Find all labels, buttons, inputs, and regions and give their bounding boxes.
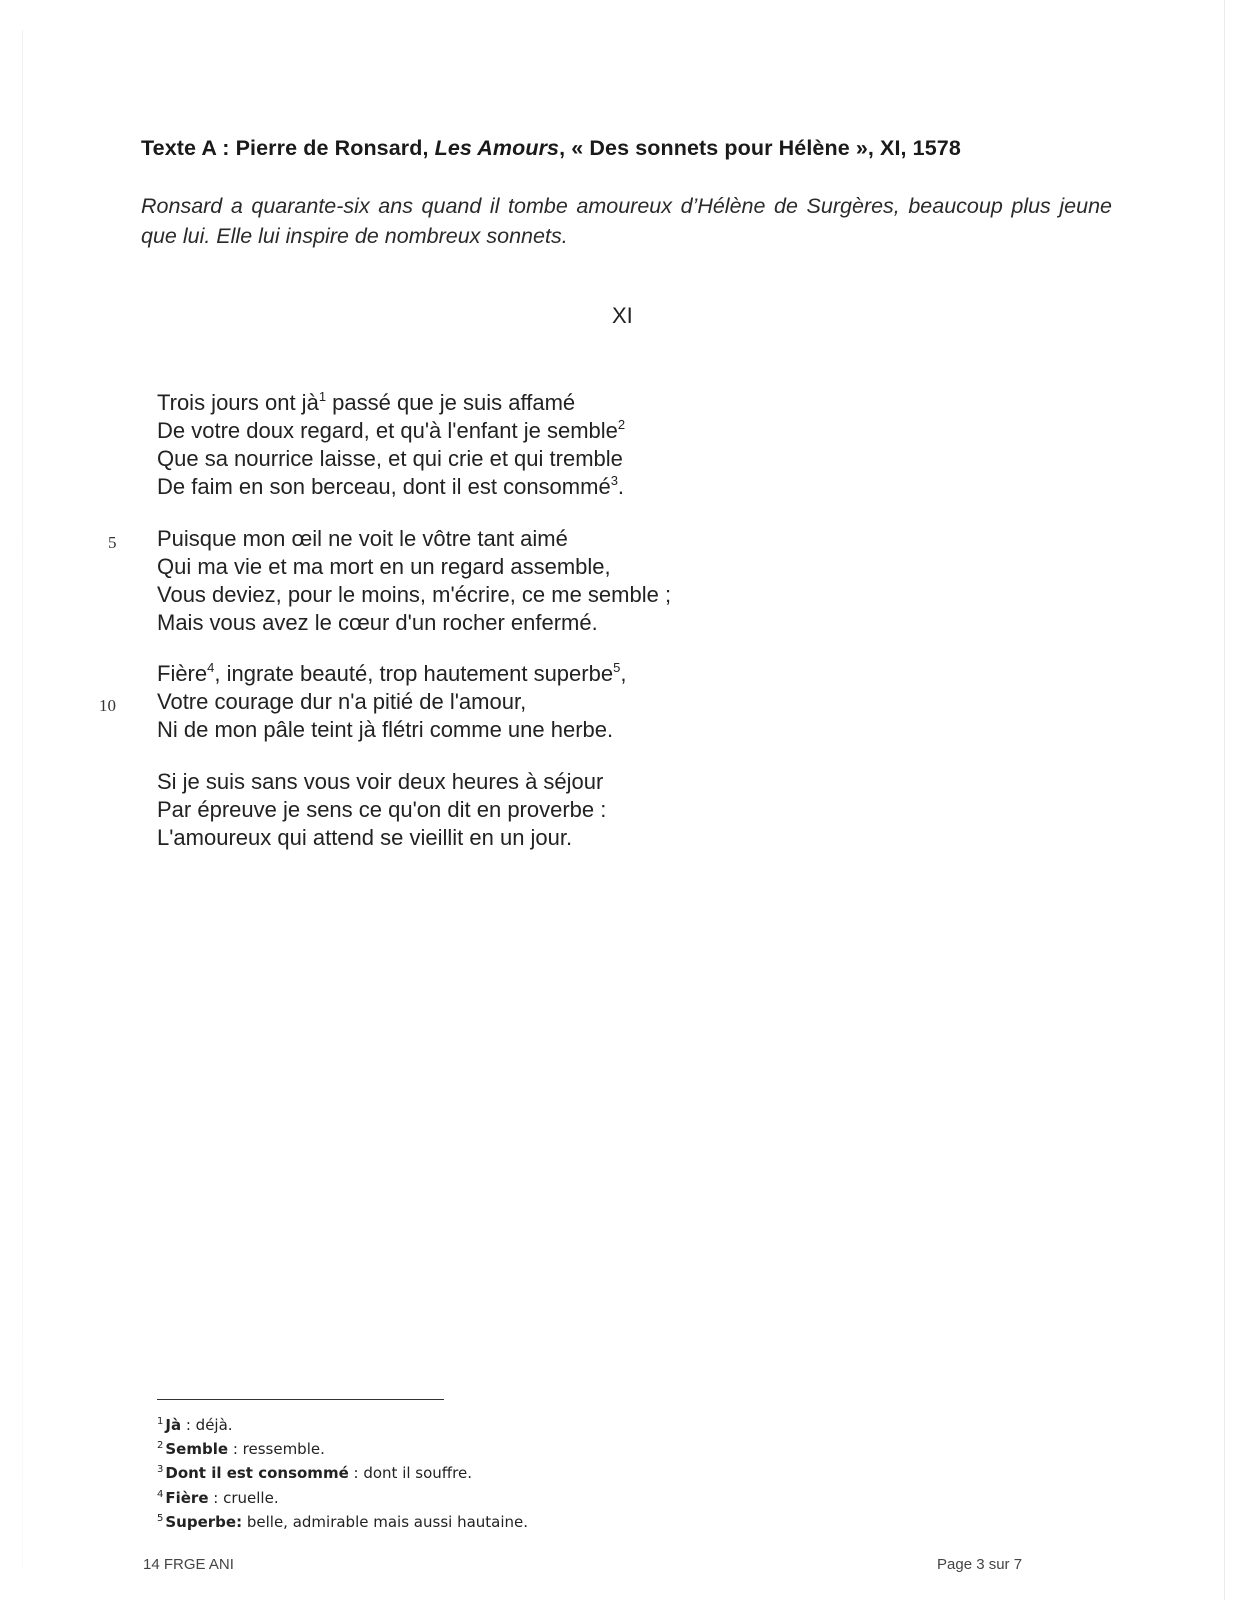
stanza-1	[157, 389, 625, 501]
poem-line: Mais vous avez le cœur d'un rocher enfermé.	[157, 610, 598, 635]
footer-code: 14 FRGE ANI	[143, 1556, 234, 1573]
footnote-ref: 1	[318, 389, 327, 404]
line-number: 5	[108, 533, 117, 552]
poem-line: Si je suis sans vous voir deux heures à séjour	[157, 769, 604, 794]
poem-line: Ni de mon pâle teint jà flétri comme une herbe.	[157, 717, 614, 742]
stanza-2	[157, 525, 671, 637]
footnote-ref: 4	[207, 660, 215, 675]
page-number: Page 3 sur 7	[937, 1556, 1023, 1573]
poem-line: Trois jours ont $jà^1$ passé que je suis affamé	[157, 389, 576, 415]
scan-edge	[22, 30, 23, 1570]
title-work: Les Amours	[434, 136, 560, 160]
footnotes	[157, 1413, 528, 1534]
poem-line: Qui ma vie et ma mort en un regard assemble,	[157, 554, 611, 579]
footnote-divider	[157, 1399, 444, 1400]
poem-line: Puisque mon œil ne voit le vôtre tant aimé	[157, 526, 568, 551]
footnote: $^1$ Jà : déjà.	[157, 1416, 233, 1434]
poem-line: Fière$^4$, ingrate beauté, trop hautement superbe$^5$,	[157, 660, 627, 686]
poem-line: Vous deviez, pour le moins, m'écrire, ce me semble ;	[157, 582, 672, 607]
line-number: 10	[99, 696, 116, 715]
poem-line: Que sa nourrice laisse, et qui crie et qui tremble	[157, 446, 623, 471]
scan-edge	[1224, 0, 1225, 1600]
footnote-ref: 5	[613, 660, 621, 675]
footnote: $^3$ Dont il est consommé : dont il souffre.	[157, 1464, 472, 1483]
document-title	[141, 136, 961, 161]
poem-line: De votre doux regard, et qu'à l'enfant je semble$^2$	[157, 417, 626, 443]
poem-line: Votre courage dur n'a pitié de l'amour,	[157, 689, 527, 714]
title-suffix: , « Des sonnets pour Hélène », XI, 1578	[559, 136, 961, 160]
intro-paragraph: Ronsard a quarante-six ans quand il tombe amoureux d’Hélène de Surgères, beaucoup plus jeune que lui. Elle lui inspire de nombreux sonnets.	[141, 194, 1112, 248]
title-prefix: Texte A : Pierre de Ronsard,	[141, 136, 435, 160]
footnote: $^5$ Superbe: belle, admirable mais aussi hautaine.	[157, 1512, 529, 1531]
stanza-3	[157, 660, 626, 744]
footnote: $^2$ Semble : ressemble.	[157, 1440, 325, 1459]
poem-number: XI	[612, 303, 633, 328]
poem-line: Par épreuve je sens ce qu'on dit en proverbe :	[157, 797, 607, 822]
footnote-ref: 2	[617, 417, 626, 432]
poem-line: De faim en son berceau, dont il est consommé$^3$.	[157, 473, 625, 499]
stanza-4	[157, 768, 606, 852]
footnote-ref: 3	[610, 473, 618, 488]
poem-line: L'amoureux qui attend se vieillit en un jour.	[157, 825, 573, 850]
footnote: $^4$ Fière : cruelle.	[157, 1488, 279, 1507]
